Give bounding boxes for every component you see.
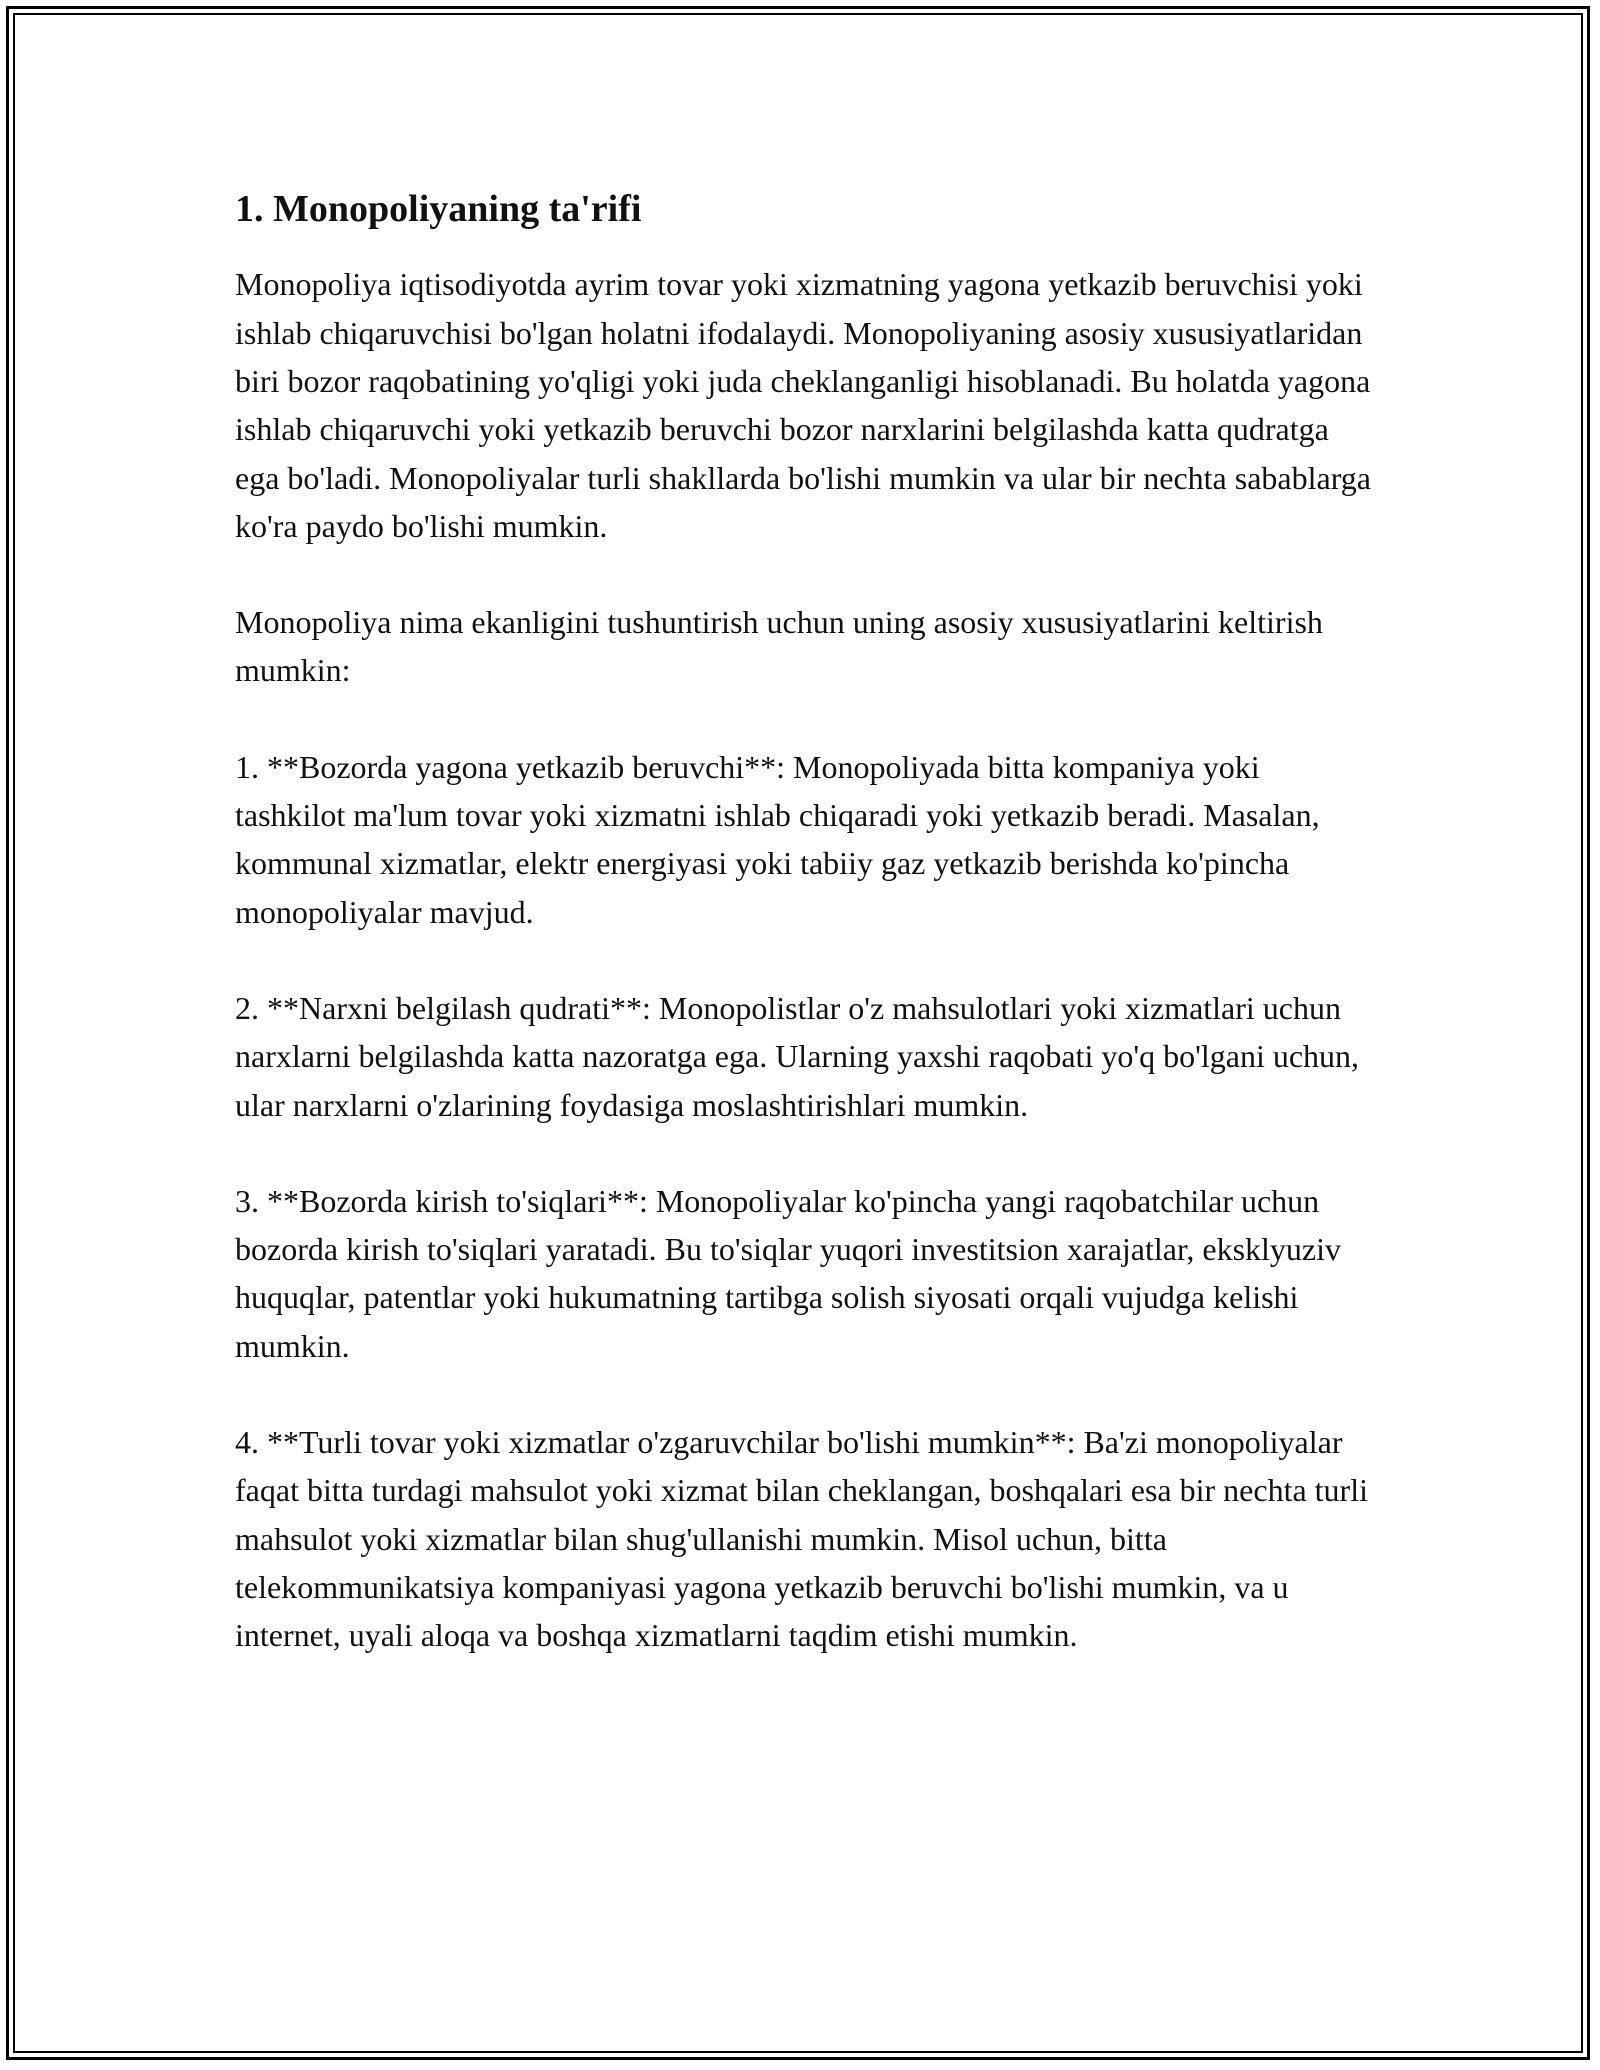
list-item: 4. **Turli tovar yoki xizmatlar o'zgaruvchilar bo'lishi mumkin**: Ba'zi monopoliyalar faqat bitta turdagi mahsulot yoki xizmat bilan cheklangan, boshqalari esa bir nechta turli mahsulot yoki xizmatlar bilan shug'ullanishi mumkin. Misol uchun, bitta telekommunikatsiya kompaniyasi yagona yetkazib beruvchi bo'lishi mumkin, va u internet, uyali aloqa va boshqa xizmatlarni taqdim etishi mumkin.	[235, 1424, 1368, 1654]
list-item: 2. **Narxni belgilash qudrati**: Monopolistlar o'z mahsulotlari yoki xizmatlari uchun narxlarni belgilashda katta nazoratga ega. Ularning yaxshi raqobati yo'q bo'lgani uchun, ular narxlarni o'zlarining foydasiga moslashtirishlari mumkin.	[235, 989, 1360, 1123]
document-body	[235, 185, 1375, 1708]
intro-paragraph: Monopoliya iqtisodiyotda ayrim tovar yoki xizmatning yagona yetkazib beruvchisi yoki ishlab chiqaruvchisi bo'lgan holatni ifodalaydi. Monopoliyaning asosiy xususiyatlaridan biri bozor raqobatining yo'qligi yoki juda cheklanganligi hisoblanadi. Bu holatda yagona ishlab chiqaruvchi yoki yetkazib beruvchi bozor narxlarini belgilashda katta qudratga ega bo'ladi. Monopoliyalar turli shakllarda bo'lishi mumkin va ular bir nechta sabablarga ko'ra paydo bo'lishi mumkin.	[235, 266, 1371, 544]
list-item: 3. **Bozorda kirish to'siqlari**: Monopoliyalar ko'pincha yangi raqobatchilar uchun bozorda kirish to'siqlari yaratadi. Bu to'siqlar yuqori investitsion xarajatlar, eksklyuziv huquqlar, patentlar yoki hukumatning tartibga solish siyosati orqali vujudga kelishi mumkin.	[235, 1182, 1341, 1364]
list-item: 1. **Bozorda yagona yetkazib beruvchi**: Monopoliyada bitta kompaniya yoki tashkilot ma'lum tovar yoki xizmatni ishlab chiqaradi yoki yetkazib beradi. Masalan, kommunal xizmatlar, elektr energiyasi yoki tabiiy gaz yetkazib berishda ko'pincha monopoliyalar mavjud.	[235, 748, 1320, 930]
page-title: 1. Monopoliyaning ta'rifi	[235, 188, 642, 230]
lead-paragraph: Monopoliya nima ekanligini tushuntirish uchun uning asosiy xususiyatlarini keltirish mumkin:	[235, 604, 1323, 689]
